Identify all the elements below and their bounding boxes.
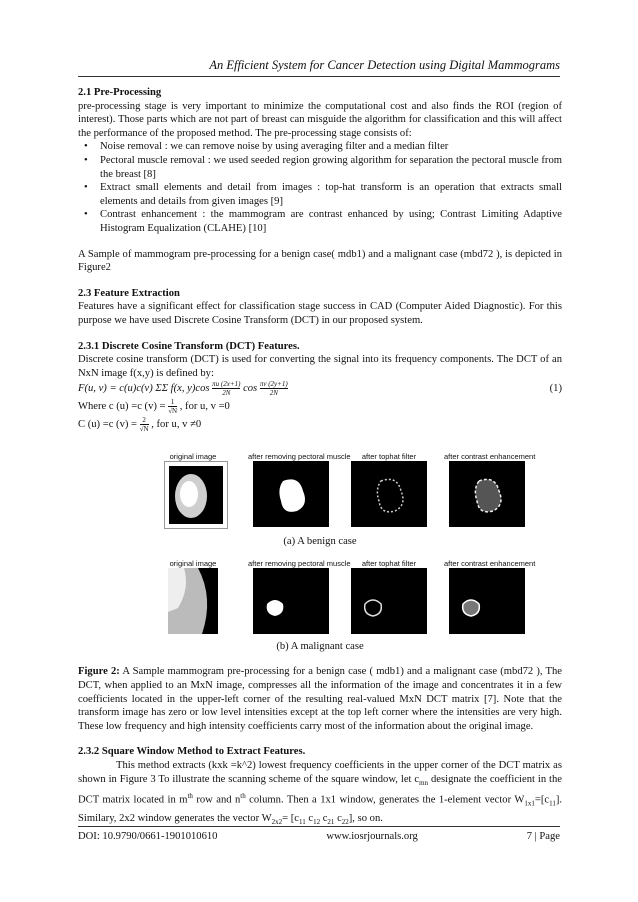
figure-row-malignant (118, 557, 562, 634)
panel-label: original image (169, 558, 217, 568)
malignant-contrast-image (449, 568, 525, 634)
footer-site: www.iosrjournals.org (326, 831, 418, 842)
panel-label: after removing pectoral muscle (248, 452, 351, 462)
caption-benign: (a) A benign case (283, 536, 357, 548)
section-heading-2-1: 2.1 Pre-Processing (78, 87, 162, 98)
section-heading-2-3-1: 2.3.1 Discrete Cosine Transform (DCT) Features. (78, 340, 300, 352)
running-header: An Efficient System for Cancer Detection using Digital Mammograms (78, 58, 560, 77)
section-heading-2-3: 2.3 Feature Extraction (78, 287, 180, 299)
panel-label: after contrast enhancement (444, 558, 536, 568)
paragraph-dct: Discrete cosine transform (DCT) is used for converting the signal into its frequency components. The DCT of an NxN image f(x,y) is defined by: (78, 354, 562, 379)
footer-page: 7 | Page (526, 831, 560, 842)
malignant-pectoral-removed-image (253, 568, 329, 634)
panel-label: original image (169, 452, 217, 462)
list-item: • Noise removal : we can remove noise by using averaging filter and a median filter (100, 140, 562, 154)
list-item: • Extract small elements and detail from images : top-hat transform is an operation that extracts small elements and details from given images [9] (100, 181, 562, 208)
article-body (78, 86, 562, 829)
paragraph-preprocessing: pre-processing stage is very important to minimize the computational cost and also finds the ROI (region of interest). Those parts which are not part of breast can misguide the algorithm for classification and this will affect the performance of the proposed method. The pre-processing stage consists of: (78, 100, 562, 139)
caption-malignant: (b) A malignant case (276, 640, 364, 652)
equation-dct: F(u, v) = c(u)c(v) ΣΣ f(x, y)cos $\frac{\pi u (2x+1)}{2N}$ cos $\frac{\pi v (2y+1)}{2N}$ (1) (78, 380, 562, 398)
section-heading-2-3-2: 2.3.2 Square Window Method to Extract Features. (78, 746, 306, 758)
benign-tophat-image (351, 461, 427, 527)
list-item: • Contrast enhancement : the mammogram are contrast enhanced by using; Contrast Limiting Adaptive Histogram Equalization (CLAHE) [10] (100, 208, 562, 235)
page-footer (78, 826, 560, 842)
preprocessing-list (78, 140, 562, 235)
malignant-tophat-image (351, 568, 427, 634)
benign-pectoral-removed-image (253, 461, 329, 527)
paragraph-square-window: This method extracts (kxk =k^2) lowest frequency coefficients in the upper corner of the DCT matrix as shown in Figure 3 To illustrate the scanning scheme of the square window, let $c_{mn}$ designate the coefficient in the DCT matrix located in $m^{th}$ row and $n^{th}$ column. Then a 1x1 window, generates the 1-element vector $W_{1x1}=[c_{11}]$. Similary, 2x2 window generates the vector $W_{2x2}= [c_{11}$ $c_{12}$ $c_{21}$ $c_{22}$], so on. (78, 760, 563, 826)
footer-doi: DOI: 10.9790/0661-1901010610 (78, 831, 218, 842)
panel-label: after tophat filter (361, 558, 417, 568)
benign-original-image (164, 461, 228, 529)
where-c-zero: Where c (u) =c (v) = $\frac{1}{√N}$ , for u, v =0 (78, 398, 230, 416)
figure-row-benign (118, 450, 562, 529)
equation-number: (1) (549, 383, 562, 395)
where-c-nonzero: C (u) =c (v) = $\frac{2}{√N}$ , for u, v ≠0 (78, 416, 202, 434)
figure-caption: Figure 2: A Sample mammogram pre-processing for a benign case ( mdb1) and a malignant case (mbd72 ), The DCT, when applied to an MxN image, compresses all the information of the image and concentrates it in a few coefficients located in the upper-left corner of the resulting real-valued MxN DCT matrix [7]. Note that the transform image has zero or low level intensities except at the top left corner where the intensities are very high. These low frequency and high intensity coefficients carry most of the information about the original image. (78, 666, 562, 732)
malignant-original-image (168, 568, 218, 634)
panel-label: after tophat filter (361, 452, 417, 462)
panel-label: after removing pectoral muscle (248, 558, 351, 568)
panel-label: after contrast enhancement (444, 452, 536, 462)
equation-left: F(u, v) = c(u)c(v) ΣΣ f(x, y)cos (78, 383, 210, 395)
benign-contrast-image (449, 461, 525, 527)
paragraph-sample: A Sample of mammogram pre-processing for a benign case( mdb1) and a malignant case (mbd72 ), is depicted in Figure2 (78, 248, 562, 274)
list-item: • Pectoral muscle removal : we used seeded region growing algorithm for separation the pectoral muscle from the breast [8] (100, 154, 562, 181)
paragraph-feature-extraction: Features have a significant effect for classification stage success in CAD (Computer Aided Diagnostic). For this purpose we have used Discrete Cosine Transform (DCT) in our proposed system. (78, 301, 562, 326)
